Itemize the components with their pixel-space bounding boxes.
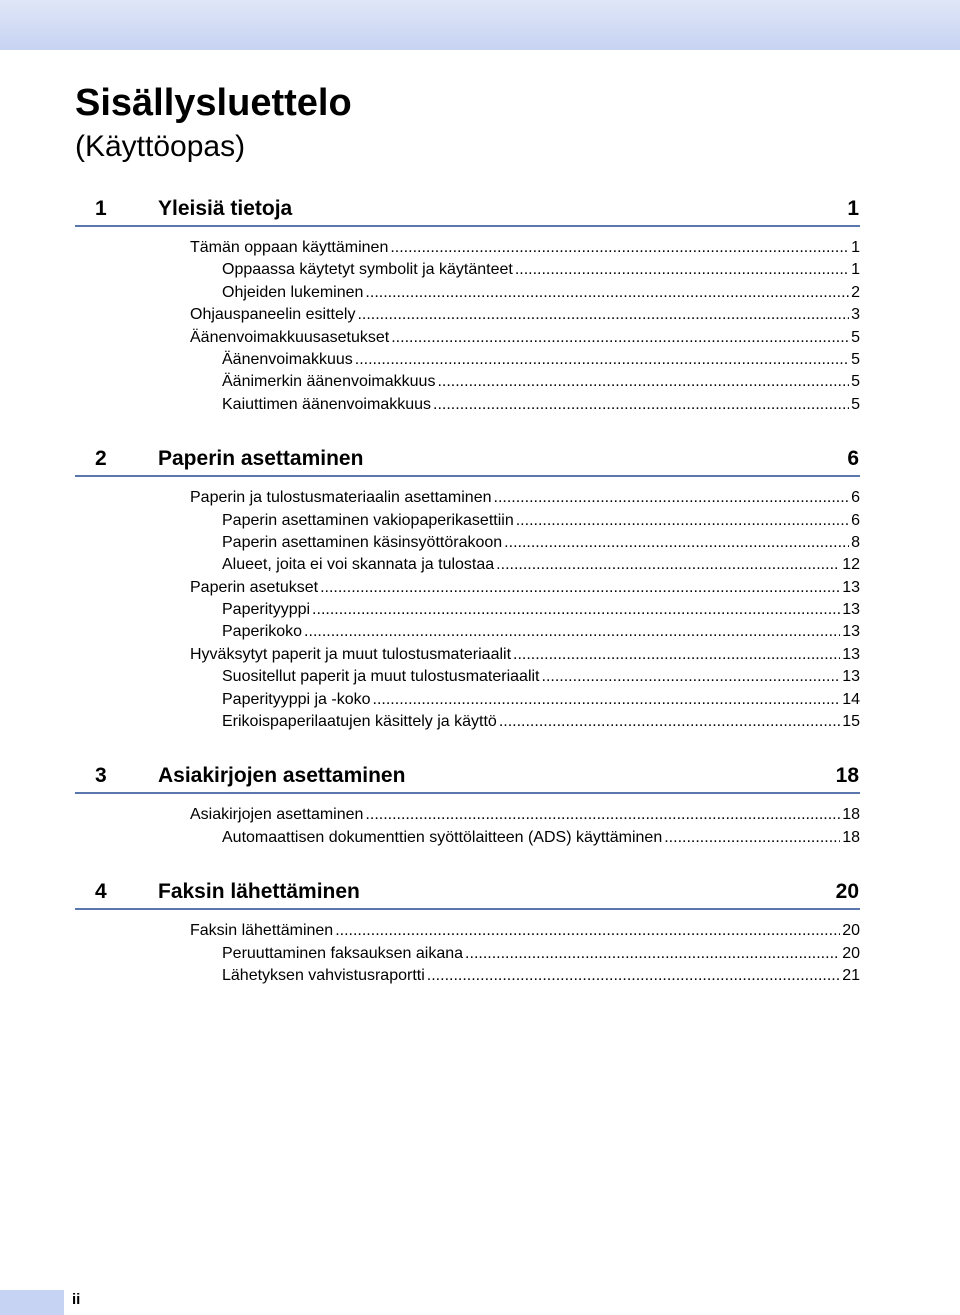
toc-entry-page: 3: [851, 306, 860, 324]
toc-entry[interactable]: [75, 804, 860, 826]
chapter-page: 1: [847, 197, 859, 220]
toc-entry[interactable]: [75, 920, 860, 942]
toc-entry-page: 21: [842, 966, 860, 984]
toc-entry-text: Peruuttaminen faksauksen aikana: [222, 944, 464, 962]
toc-entry-text: Paperin asettaminen vakiopaperikasettiin: [222, 511, 514, 529]
toc-entry-page: 13: [842, 668, 860, 686]
toc-entry[interactable]: [75, 666, 860, 688]
toc-entry-text: Ohjeiden lukeminen: [222, 283, 364, 301]
dot-leader: [320, 577, 840, 599]
page-title: Sisällysluettelo: [75, 82, 352, 124]
toc-entry[interactable]: [75, 532, 860, 554]
chapter-page: 20: [835, 880, 859, 904]
chapter-page: 18: [835, 764, 859, 788]
chapter-title: Faksin lähettäminen: [158, 880, 360, 904]
dot-leader: [304, 621, 840, 643]
toc-entry-text: Oppaassa käytetyt symbolit ja käytänteet: [222, 261, 513, 279]
toc-entry-text: Automaattisen dokumenttien syöttölaitteen (ADS) käyttäminen: [222, 828, 663, 846]
dot-leader: [504, 532, 849, 554]
toc-entry-text: Tämän oppaan käyttäminen: [190, 239, 389, 256]
dot-leader: [357, 304, 849, 326]
chapter-number: 4: [95, 880, 107, 904]
page-subtitle: (Käyttöopas): [75, 130, 246, 163]
toc-entry-text: Suositellut paperit ja muut tulostusmateriaalit: [222, 668, 540, 686]
toc-entry-page: 20: [842, 922, 860, 940]
toc-entry[interactable]: [75, 554, 860, 576]
toc-entry-page: 5: [851, 373, 860, 391]
dot-leader: [499, 711, 840, 733]
dot-leader: [664, 827, 840, 849]
chapter-heading[interactable]: [75, 191, 860, 227]
toc-entry-text: Erikoispaperilaatujen käsittely ja käyttö: [222, 713, 497, 731]
toc-entry-text: Kaiuttimen äänenvoimakkuus: [222, 395, 432, 413]
dot-leader: [496, 554, 840, 576]
toc-entry-text: Paperin ja tulostusmateriaalin asettaminen: [190, 489, 492, 507]
toc-entry-text: Äänimerkin äänenvoimakkuus: [222, 373, 436, 391]
dot-leader: [542, 666, 841, 688]
chapter-number: 3: [95, 764, 107, 788]
chapter-number: 2: [95, 447, 107, 471]
dot-leader: [513, 644, 840, 666]
toc-entry-page: 18: [842, 806, 860, 824]
toc-entry[interactable]: [75, 965, 860, 987]
toc-entry[interactable]: [75, 711, 860, 733]
toc-entry[interactable]: [75, 259, 860, 281]
header-band: [0, 0, 960, 50]
dot-leader: [433, 394, 849, 416]
dot-leader: [437, 371, 849, 393]
toc-entry-page: 6: [851, 511, 860, 529]
toc-entry-text: Paperin asetukset: [190, 578, 319, 596]
toc-entry-text: Paperikoko: [222, 623, 303, 641]
toc-entry[interactable]: [75, 282, 860, 304]
toc-entry[interactable]: [75, 304, 860, 326]
dot-leader: [365, 804, 840, 826]
toc-entry-page: 5: [851, 350, 860, 368]
toc-entry-page: 8: [851, 533, 860, 551]
toc-entry[interactable]: [75, 371, 860, 393]
toc-entry-page: 15: [842, 713, 860, 731]
toc-entry-page: 18: [842, 828, 860, 846]
toc-entry-text: Äänenvoimakkuusasetukset: [190, 328, 390, 346]
toc-entry[interactable]: [75, 487, 860, 509]
chapter-heading[interactable]: [75, 441, 860, 477]
toc-entry-text: Ohjauspaneelin esittely: [190, 306, 356, 324]
toc-entry-text: Alueet, joita ei voi skannata ja tulostaa: [222, 556, 495, 574]
dot-leader: [312, 599, 840, 621]
chapter-heading[interactable]: [75, 874, 860, 910]
dot-leader: [465, 943, 840, 965]
dot-leader: [335, 920, 840, 942]
toc-entry-page: 13: [842, 623, 860, 641]
toc-entry-page: 14: [842, 690, 860, 708]
toc-entry-text: Paperin asettaminen käsinsyöttörakoon: [222, 533, 503, 551]
chapter-title: Asiakirjojen asettaminen: [158, 764, 406, 788]
dot-leader: [365, 282, 849, 304]
toc-entry-page: 13: [842, 601, 860, 619]
chapter-number: 1: [95, 197, 107, 220]
chapter-page: 6: [847, 447, 859, 471]
table-of-contents: [75, 191, 860, 1012]
toc-entry-text: Paperityyppi ja -koko: [222, 690, 371, 708]
toc-entry-text: Faksin lähettäminen: [190, 922, 334, 940]
chapter-title: Yleisiä tietoja: [158, 197, 293, 220]
toc-entry[interactable]: [75, 827, 860, 849]
toc-entry-text: Äänenvoimakkuus: [222, 350, 353, 368]
toc-entry[interactable]: [75, 599, 860, 621]
toc-entry-page: 2: [851, 283, 860, 301]
toc-entry[interactable]: [75, 943, 860, 965]
dot-leader: [390, 237, 849, 259]
chapter-1: [75, 191, 860, 416]
toc-entry[interactable]: [75, 237, 860, 259]
toc-entry[interactable]: [75, 394, 860, 416]
chapter-heading[interactable]: [75, 758, 860, 794]
chapter-4: [75, 874, 860, 987]
dot-leader: [516, 510, 849, 532]
toc-entry-page: 6: [851, 489, 860, 507]
chapter-3: [75, 758, 860, 849]
toc-entry-page: 5: [851, 395, 860, 413]
toc-entry-page: 13: [842, 578, 860, 596]
dot-leader: [355, 349, 849, 371]
toc-entry[interactable]: [75, 349, 860, 371]
toc-entry-page: 1: [851, 261, 860, 279]
toc-entry[interactable]: [75, 689, 860, 711]
page-number: ii: [72, 1291, 81, 1308]
toc-entry-page: 12: [842, 556, 860, 574]
toc-entry-text: Lähetyksen vahvistusraportti: [222, 966, 425, 984]
toc-entry[interactable]: [75, 621, 860, 643]
toc-entry[interactable]: [75, 644, 860, 666]
toc-entry-page: 1: [851, 239, 860, 256]
footer-band: [0, 1290, 64, 1315]
toc-entry-text: Paperityyppi: [222, 601, 311, 619]
toc-entry-page: 20: [842, 944, 860, 962]
dot-leader: [427, 965, 840, 987]
dot-leader: [515, 259, 849, 281]
toc-entry-page: 13: [842, 645, 860, 663]
chapter-2: [75, 441, 860, 733]
dot-leader: [494, 487, 850, 509]
toc-entry[interactable]: [75, 327, 860, 349]
toc-entry[interactable]: [75, 577, 860, 599]
dot-leader: [373, 689, 841, 711]
toc-entry-text: Hyväksytyt paperit ja muut tulostusmateriaalit: [190, 645, 512, 663]
toc-entry-text: Asiakirjojen asettaminen: [190, 806, 364, 824]
toc-entry[interactable]: [75, 510, 860, 532]
chapter-title: Paperin asettaminen: [158, 447, 364, 471]
dot-leader: [391, 327, 849, 349]
toc-entry-page: 5: [851, 328, 860, 346]
